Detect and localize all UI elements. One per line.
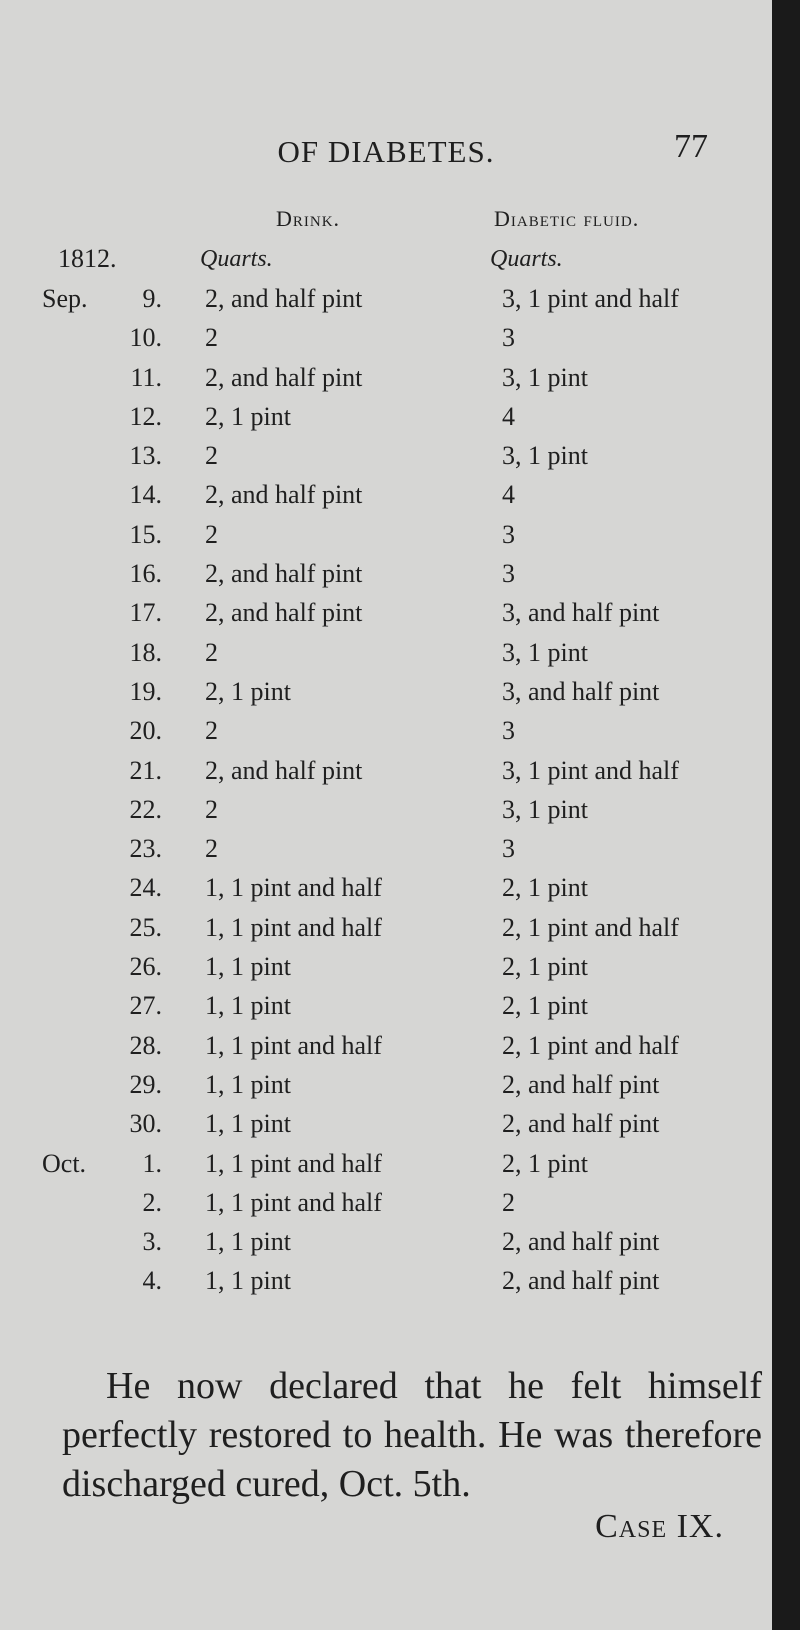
table-row	[0, 402, 772, 441]
row-fluid: 3, 1 pint and half	[502, 755, 679, 785]
row-drink: 2, and half pint	[205, 284, 363, 313]
table-row	[0, 677, 772, 716]
row-fluid: 2, and half pint	[502, 1109, 660, 1139]
table-row	[0, 284, 772, 323]
row-drink: 1, 1 pint	[205, 952, 291, 982]
year-label: 1812.	[58, 244, 117, 273]
drink-column-header: Drink.	[276, 206, 341, 231]
table-row	[0, 520, 772, 559]
closing-paragraph	[62, 1362, 762, 1509]
row-fluid: 2, 1 pint	[502, 873, 588, 903]
row-drink: 2, and half pint	[205, 480, 363, 510]
row-drink: 1, 1 pint	[205, 1069, 291, 1099]
fluid-column-header: Diabetic fluid.	[494, 206, 640, 231]
running-head: OF DIABETES.	[277, 134, 495, 169]
row-drink: 2, 1 pint	[205, 676, 291, 706]
closing-paragraph-text: He now declared that he felt himself perfectly restored to health. He was therefore discharged cured, Oct. 5th.	[62, 1365, 762, 1505]
row-drink: 2, and half pint	[205, 598, 363, 628]
data-table	[0, 284, 772, 1306]
row-day: 15.	[129, 519, 162, 549]
row-fluid: 3, 1 pint	[502, 637, 588, 667]
row-day: 11.	[130, 362, 162, 392]
table-row	[0, 1070, 772, 1109]
row-fluid: 2, and half pint	[502, 1266, 660, 1296]
table-row	[0, 480, 772, 519]
drink-unit-label: Quarts.	[200, 246, 273, 272]
row-drink: 1, 1 pint and half	[205, 1148, 382, 1178]
row-drink: 1, 1 pint and half	[205, 1030, 382, 1060]
row-fluid: 4	[502, 401, 515, 431]
row-day: 3.	[142, 1227, 162, 1257]
row-drink: 2	[205, 716, 218, 746]
row-day: 29.	[129, 1069, 162, 1099]
table-row	[0, 756, 772, 795]
table-row	[0, 1031, 772, 1070]
table-row	[0, 1109, 772, 1148]
table-row	[0, 363, 772, 402]
row-fluid: 2, and half pint	[502, 1069, 660, 1099]
row-day: 26.	[129, 952, 162, 982]
row-day: 24.	[129, 873, 162, 903]
row-fluid: 3, and half pint	[502, 598, 660, 628]
row-drink: 1, 1 pint	[205, 1109, 291, 1139]
row-day: 30.	[129, 1109, 162, 1139]
row-fluid: 3	[502, 323, 515, 353]
row-day: 12.	[129, 401, 162, 431]
row-drink: 2	[205, 519, 218, 549]
row-fluid: 3	[502, 716, 515, 746]
table-row	[0, 873, 772, 912]
row-drink: 2	[205, 323, 218, 353]
table-row	[0, 795, 772, 834]
row-drink: 1, 1 pint	[205, 1266, 291, 1296]
row-month: Sep.	[42, 284, 88, 313]
row-fluid: 2, 1 pint and half	[502, 912, 679, 942]
table-row	[0, 1149, 772, 1188]
row-fluid: 2, and half pint	[502, 1227, 660, 1257]
table-row	[0, 1266, 772, 1305]
table-row	[0, 913, 772, 952]
row-drink: 2	[205, 794, 218, 824]
row-drink: 1, 1 pint	[205, 1227, 291, 1257]
row-drink: 1, 1 pint and half	[205, 1187, 382, 1217]
row-day: 21.	[129, 755, 162, 785]
table-row	[0, 323, 772, 362]
next-case-heading: Case IX.	[595, 1508, 724, 1545]
row-fluid: 3	[502, 519, 515, 549]
row-drink: 2, and half pint	[205, 755, 363, 785]
row-day: 13.	[129, 441, 162, 471]
row-drink: 2, and half pint	[205, 362, 363, 392]
table-row	[0, 716, 772, 755]
row-drink: 2, 1 pint	[205, 401, 291, 431]
row-drink: 2	[205, 834, 218, 864]
row-fluid: 3, 1 pint	[502, 362, 588, 392]
row-fluid: 3	[502, 559, 515, 589]
row-fluid: 2	[502, 1187, 515, 1217]
row-fluid: 3, 1 pint	[502, 441, 588, 471]
table-row	[0, 1227, 772, 1266]
row-day: 14.	[129, 480, 162, 510]
table-row	[0, 952, 772, 991]
row-day: 20.	[129, 716, 162, 746]
page-number: 77	[674, 128, 708, 165]
row-fluid: 2, 1 pint	[502, 991, 588, 1021]
row-day: 27.	[129, 991, 162, 1021]
row-day: 9.	[142, 284, 162, 313]
row-drink: 1, 1 pint	[205, 991, 291, 1021]
row-day: 1.	[142, 1148, 162, 1178]
table-row	[0, 559, 772, 598]
row-month: Oct.	[42, 1148, 87, 1178]
row-drink: 1, 1 pint and half	[205, 912, 382, 942]
row-day: 16.	[129, 559, 162, 589]
row-drink: 2	[205, 637, 218, 667]
row-drink: 2	[205, 441, 218, 471]
table-row	[0, 638, 772, 677]
row-day: 10.	[129, 323, 162, 353]
table-row	[0, 598, 772, 637]
row-day: 28.	[129, 1030, 162, 1060]
table-row	[0, 441, 772, 480]
row-day: 25.	[129, 912, 162, 942]
row-day: 2.	[142, 1187, 162, 1217]
row-drink: 2, and half pint	[205, 559, 363, 589]
row-fluid: 3, 1 pint and half	[502, 284, 679, 313]
row-fluid: 4	[502, 480, 515, 510]
table-row	[0, 1188, 772, 1227]
row-day: 18.	[129, 637, 162, 667]
row-day: 23.	[129, 834, 162, 864]
row-day: 19.	[129, 676, 162, 706]
table-row	[0, 991, 772, 1030]
row-drink: 1, 1 pint and half	[205, 873, 382, 903]
table-row	[0, 834, 772, 873]
row-fluid: 3	[502, 834, 515, 864]
row-fluid: 2, 1 pint	[502, 952, 588, 982]
row-fluid: 2, 1 pint	[502, 1148, 588, 1178]
row-fluid: 2, 1 pint and half	[502, 1030, 679, 1060]
row-day: 22.	[129, 794, 162, 824]
row-fluid: 3, and half pint	[502, 676, 660, 706]
row-day: 17.	[129, 598, 162, 628]
row-day: 4.	[142, 1266, 162, 1296]
fluid-unit-label: Quarts.	[490, 246, 563, 272]
row-fluid: 3, 1 pint	[502, 794, 588, 824]
